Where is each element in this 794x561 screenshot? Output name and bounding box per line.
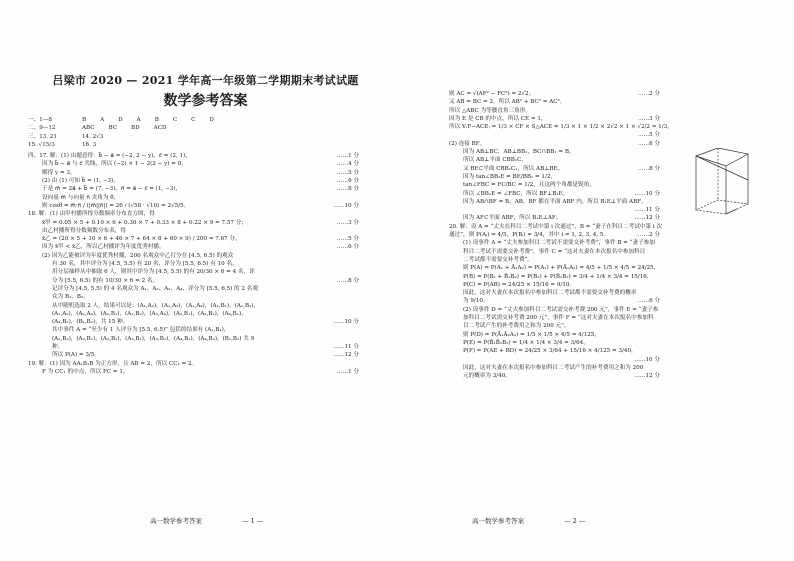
answer-label: 二、9—12 xyxy=(28,125,56,132)
solution-text: P(C) = P(AB) = 24/25 × 15/16 = 9/10。 xyxy=(463,281,576,288)
solution-line xyxy=(449,90,684,98)
score-marker: ……12 分 xyxy=(634,215,660,222)
solutions-left xyxy=(28,152,383,376)
score-marker: ……11 分 xyxy=(634,207,660,214)
answer-key-heading: 数学参考答案 xyxy=(163,93,248,109)
solution-line xyxy=(449,273,684,281)
solution-line xyxy=(449,165,684,173)
page-number: — 1 — xyxy=(242,517,264,525)
answer-value: A xyxy=(100,117,105,123)
score-marker: ……5 分 xyxy=(336,236,359,243)
solution-line xyxy=(28,160,383,168)
solution-text: 则 P(A) = P(A₁ + Ā₁A₂) = P(A₁) + P(Ā₁A₂) = 4/5 + 1/5 × 4/5 = 24/25， xyxy=(463,265,660,272)
solution-text: 元的概率为 3/40。 xyxy=(463,373,511,380)
score-marker: ……10 分 xyxy=(634,190,660,197)
solution-text: F 为 CC₁ 的中点，所以 FC = 1。 xyxy=(42,368,129,375)
score-marker: ……6 分 xyxy=(336,244,359,251)
solution-line xyxy=(28,326,383,334)
solution-line xyxy=(28,343,383,351)
solution-line xyxy=(449,339,684,347)
solution-text: 所以 ∠BB₁E = ∠FBC，所以 BF⊥B₁E。 xyxy=(463,190,569,197)
solution-text: 因为 E 是 CB 的中点，所以 CE = 1， xyxy=(449,115,547,122)
footer-right xyxy=(472,516,585,525)
footer-label: 高一数学参考答案 xyxy=(150,517,202,525)
solution-line xyxy=(28,210,383,218)
solution-text: (A₄,B₂)，(B₁,B₂)，共 15 种。 xyxy=(52,319,129,326)
answer-value: BC xyxy=(108,125,118,132)
answer-row xyxy=(28,116,383,124)
solution-line xyxy=(449,181,684,189)
solution-line xyxy=(28,293,383,301)
answer-value: 14. 2√3 xyxy=(82,133,104,140)
solution-text: tan∠FBC = FC/BC = 1/2，且这两个角都是锐角， xyxy=(463,182,595,189)
solution-text: (2) 因为乙能被评为年度优秀村播，200 名观众中乙打分在 [4.5, 6.5) 的观众 xyxy=(42,252,234,259)
answer-value: C xyxy=(172,117,178,123)
solution-text: 因此，这对夫妻在本次报名中参加科目二考试产生的补考费用之和为 200 xyxy=(463,364,644,371)
solution-text: 种。 xyxy=(52,344,64,351)
solution-line xyxy=(28,360,383,368)
solution-line xyxy=(28,227,383,235)
solution-text: P(B) = P(B₁ + B̄₁B₂) = P(B₁) + P(B̄₁B₂) = 3/4 + 1/4 × 3/4 = 15/16， xyxy=(463,273,653,280)
score-marker: ……1 分 xyxy=(336,153,359,160)
solution-line xyxy=(449,98,684,106)
solution-text: P(E) = P(B̄₁B̄₂B₃) = 1/4 × 1/4 × 3/4 = 3/64， xyxy=(463,339,589,346)
solution-text: 于是 m⃗ = 2a⃗ + b⃗ = (7, −3)，n⃗ = a⃗ − c⃗ = (1, −3)， xyxy=(42,186,182,193)
solution-line xyxy=(449,322,684,330)
score-marker: ……2 分 xyxy=(637,91,660,97)
solution-line xyxy=(28,285,383,293)
solution-line xyxy=(449,190,684,198)
solution-text: P(F) = P(AE + BD) = 24/25 × 3/64 + 15/16 × 4/125 = 3/40， xyxy=(463,348,637,355)
solution-line xyxy=(449,198,684,215)
answer-value: BD xyxy=(131,125,140,132)
solution-text: 记评分为 [4.5, 5.5) 的 4 名观众为 A₁、A₂、A₃、A₄，评分为 [5.5, 6.5) 的 2 名观 xyxy=(52,285,258,292)
score-marker: ……10 分 xyxy=(634,356,660,363)
solution-text: 18. 解：(1) 由甲村播所得分数频率分布直方图，得 xyxy=(28,211,155,218)
solution-line xyxy=(28,335,383,343)
solution-text: 因此，这对夫妻在本次报名中参加科目二考试都不需要交补考费的概率 xyxy=(463,290,637,297)
solution-line xyxy=(28,368,383,376)
solution-line xyxy=(449,297,684,305)
score-marker: ……6 分 xyxy=(637,298,660,305)
solution-text: 又 AB = BC = 2，所以 AB² + BC² = AC²。 xyxy=(449,99,566,106)
answer-value: ACD xyxy=(153,125,167,132)
solution-line xyxy=(28,185,383,193)
solution-line xyxy=(28,235,383,243)
answer-value: B xyxy=(154,117,159,123)
solution-line xyxy=(449,239,684,247)
solution-text: 分为 [5.5, 6.5) 的有 10/30 × 6 = 2 名。 xyxy=(52,277,159,284)
solution-line xyxy=(28,194,383,202)
solution-text: 所以 P(A) = 3/5。 xyxy=(52,352,100,359)
solution-text: (2) 连接 BF。 xyxy=(449,140,486,147)
solution-line xyxy=(28,351,383,359)
solution-line xyxy=(449,372,684,380)
solution-text: x̄乙 = (20 × 5 + 10 × 6 + 46 × 7 + 64 × 8 + 60 × 9) / 200 = 7.67 分， xyxy=(42,236,241,243)
solution-text: 通过”，则 P(Aᵢ) = 4/5，P(Bᵢ) = 3/4，其中 i = 1, 2, 3, 4, 5。 xyxy=(449,232,609,239)
solution-text: 因为 AB∩BF = B，AB、BF 都在平面 ABF 内，所以 B₁E⊥平面 ABF， xyxy=(463,198,647,205)
solution-text: 二考试都不需要交补考费”。 xyxy=(463,256,533,263)
solution-line xyxy=(449,140,684,148)
solution-line xyxy=(449,289,684,297)
solution-text: 所以 V₍F−ACE₎ = 1/3 × CF × S△ACE = 1/3 × 1 × 1/2 × 2√2 × 1 × √2/2 = 1/3。 xyxy=(449,124,673,131)
solution-text: (2) 设事件 D = “丈夫参加科目二考试需交补考费 200 元”，事件 E = “妻子参 xyxy=(463,306,659,313)
score-marker: ……4 分 xyxy=(336,161,359,168)
solution-text: 因为 AF⊂平面 ABF，所以 B₁E⊥AF。 xyxy=(463,215,562,222)
solution-text: 则 P(D) = P(Ā₁Ā₂A₃) = 1/5 × 1/5 × 4/5 = 4/125， xyxy=(463,331,600,338)
score-marker: ……12 分 xyxy=(634,373,660,380)
answer-row xyxy=(28,133,383,141)
answer-value: B xyxy=(82,117,87,123)
answer-value: 16. 3 xyxy=(82,141,97,148)
solution-line xyxy=(449,214,684,222)
score-marker: ……12 分 xyxy=(333,352,359,359)
solution-text: 因为 b⃗ − a⃗ 与 c⃗ 共线，所以 (−2) × 1 − 2(2 − y) = 0， xyxy=(42,161,187,168)
page-number: — 2 — xyxy=(564,517,586,525)
solution-text: (1) 设事件 A = “丈夫参加科目二考试不需要交补考费”，事件 B = “妻子参加 xyxy=(463,240,655,247)
solution-line xyxy=(28,260,383,268)
solution-text: 四、17. 解：(1) 由题意得：b⃗ − a⃗ = (−2, 2 − y)，c⃗ = (2, 1)， xyxy=(28,153,191,160)
solution-text: (A₂,A₃)，(A₂,A₄)，(A₂,B₁)，(A₂,B₂)，(A₃,A₄)，(A₃,B₁)，(A₃,B₂)，(A₄,B₁)， xyxy=(52,310,247,317)
score-marker: ……10 分 xyxy=(333,319,359,326)
solution-line xyxy=(449,347,684,364)
solution-text: 其中事件 A = “至少有 1 人评分为 [5.5, 6.5)” 包括的结果有 (A₁,B₁)， xyxy=(52,327,230,334)
score-marker: ……8 分 xyxy=(336,186,359,193)
answer-value: A xyxy=(136,117,141,123)
solution-line xyxy=(449,364,684,372)
solution-line xyxy=(28,152,383,160)
solution-text: 因为 tan∠BB₁E = BE/BB₁ = 1/2， xyxy=(463,173,557,180)
answer-value: D xyxy=(209,117,214,123)
answer-value: ABC xyxy=(82,125,95,132)
solution-line xyxy=(28,219,383,227)
solution-text: (2) 由 (1) 可知 b⃗ = (1, −3)， xyxy=(42,178,119,185)
multiple-choice-answers xyxy=(28,116,383,149)
solution-text: 加科目二考试需交补考费 200 元”，事件 F = “这对夫妻在本次报名中参加科 xyxy=(463,315,654,322)
answer-row xyxy=(28,141,383,149)
solution-text: 用分层抽样从中抽取 6 人，则其中评分为 [4.5, 5.5) 的有 20/30 × 6 = 4 名，评 xyxy=(52,269,255,276)
solution-line xyxy=(449,248,684,256)
solution-line xyxy=(449,256,684,264)
solution-text: (A₁,B₂)，(A₂,B₁)，(A₂,B₂)，(A₃,B₁)，(A₃,B₂)，(A₄,B₁)，(A₄,B₂)，(B₁,B₂) 共 9 xyxy=(52,335,255,342)
solution-line xyxy=(28,177,383,185)
solution-line xyxy=(449,331,684,339)
score-marker: ……8 分 xyxy=(336,277,359,284)
footer-label: 高一数学参考答案 xyxy=(472,517,524,525)
solution-line xyxy=(28,310,383,318)
solution-text: 解得 y = 3。 xyxy=(42,169,76,176)
solution-text: 有 30 名，其中评分为 [4.5, 5.5) 有 20 名，评分为 [5.5, 6.5) 有 10 名。 xyxy=(52,261,238,268)
right-page xyxy=(397,0,794,561)
solution-text: 19. 解：(1) 因为 AA₁B₁B 为正方形，且 AB = 2，所以 CC₁ = 2。 xyxy=(28,360,198,367)
solution-line xyxy=(449,123,684,131)
answer-label: 三、13. 21 xyxy=(28,133,57,140)
solution-line xyxy=(28,302,383,310)
solution-text: 从中随机选取 2 人，结果可以是：(A₁,A₂)，(A₁,A₃)，(A₁,A₄)，(A₁,B₁)，(A₁,B₂)， xyxy=(52,302,260,309)
solution-line xyxy=(449,131,684,139)
score-marker: ……1 分 xyxy=(336,368,359,375)
answer-label: 15. √15/3 xyxy=(28,141,55,148)
solution-text: 科目二考试不需要交补考费”，事件 C = “这对夫妻在本次报名中参加科目 xyxy=(463,248,646,255)
solution-line xyxy=(28,318,383,326)
solution-text: 所以 AB⊥平面 CBB₁C， xyxy=(463,157,527,164)
solution-text: 众为 B₁、B₂。 xyxy=(52,294,89,301)
solutions-right xyxy=(449,90,684,380)
solution-line xyxy=(449,223,684,231)
answer-row xyxy=(28,124,383,132)
solution-line xyxy=(449,156,684,164)
solution-line xyxy=(28,268,383,276)
solution-text: x̄甲 = 0.05 × 5 + 0.10 × 6 + 0.30 × 7 + 0.33 × 8 + 0.22 × 9 = 7.57 分； xyxy=(42,219,247,226)
solution-text: 因为 x̄甲 < x̄乙，所以乙村播评为年度优秀村播。 xyxy=(42,244,165,251)
solution-line xyxy=(28,252,383,260)
solution-text: 则 cosθ = m⃗·n⃗ / (|m⃗||n⃗|) = 26 / (√58 · √10) = 2√5/5。 xyxy=(42,202,190,209)
score-marker: ……2 分 xyxy=(637,232,660,239)
solution-line xyxy=(449,306,684,314)
solution-line xyxy=(449,314,684,322)
solution-line xyxy=(449,281,684,289)
solution-text: 由乙村播所得分数频数分布表，得 xyxy=(42,227,126,234)
solution-line xyxy=(449,264,684,272)
score-marker: ……11 分 xyxy=(333,344,359,351)
score-marker: ……6 分 xyxy=(637,140,660,147)
solution-line xyxy=(28,202,383,210)
score-marker: ……3 分 xyxy=(336,219,359,226)
solution-text: 则 AC = √(AF² − FC²) = 2√2。 xyxy=(449,91,535,97)
solution-text: 设向量 m⃗ 与向量 n⃗ 夹角为 θ， xyxy=(42,194,120,201)
answer-label: 一、1—8 xyxy=(28,117,52,123)
score-marker: ……10 分 xyxy=(333,202,359,209)
footer-left xyxy=(150,516,263,525)
solution-line xyxy=(449,173,684,181)
answer-value: C xyxy=(191,117,196,123)
score-marker: ……3 分 xyxy=(637,115,660,122)
solution-text: 20. 解：设 A = “丈夫在科目二考试中第 i 次通过”，B = “妻子在科目二考试中第 i 次 xyxy=(449,223,662,230)
solution-line xyxy=(449,148,684,156)
solution-text: 为 9/10。 xyxy=(463,298,489,305)
score-marker: ……8 分 xyxy=(637,165,660,172)
score-marker: ……5 分 xyxy=(336,169,359,176)
solution-text: 所以 △ABC 为等腰直角三角形。 xyxy=(449,107,531,114)
solution-line xyxy=(28,169,383,177)
score-marker: ……6 分 xyxy=(336,178,359,185)
solution-text: 又 BE⊂平面 CBB₁C₁，所以 AB⊥BE。 xyxy=(463,165,564,172)
solution-text: 因为 AB⊥BC，AB⊥BB₁，BC∩BB₁ = B， xyxy=(463,149,575,156)
solution-text: 目二考试产生的补考费用之和为 200 元”， xyxy=(463,323,570,330)
solution-line xyxy=(28,277,383,285)
solution-line xyxy=(449,107,684,115)
prism-diagram xyxy=(690,148,754,216)
solution-line xyxy=(449,231,684,239)
exam-title: 吕梁市 2020 — 2021 学年高一年级第二学期期末考试试题 xyxy=(52,74,359,87)
solution-line xyxy=(449,115,684,123)
solution-line xyxy=(28,243,383,251)
score-marker: ……5 分 xyxy=(637,132,660,139)
answer-value: D xyxy=(118,117,123,123)
